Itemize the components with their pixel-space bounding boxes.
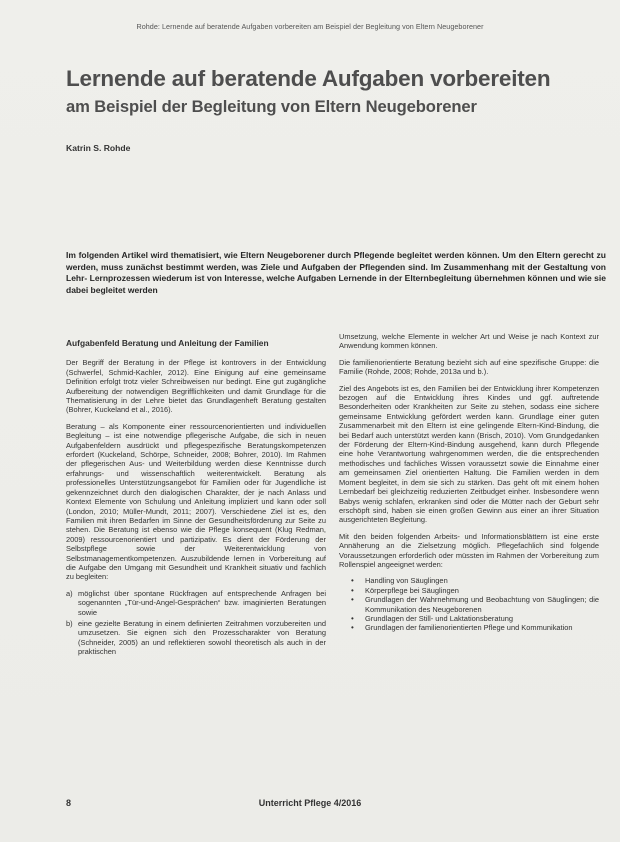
bullet-icon: • [351, 585, 354, 595]
list-item [339, 595, 599, 614]
list-item [339, 623, 599, 632]
list-item [66, 589, 326, 617]
running-head: Rohde: Lernende auf beratende Aufgaben vorbereiten am Beispiel der Begleitung von Eltern Neugeborener [136, 22, 484, 31]
list-item-text: Grundlagen der Wahrnehmung und Beobachtung von Säuglingen; die Kommunikation des Neugeborenen [365, 595, 599, 614]
body-paragraph: Mit den beiden folgenden Arbeits- und Informationsblättern ist eine erste Annäherung an die Zielsetzung möglich. Pflegefachlich sind folgende Voraussetzungen erforderlich oder müssten im Rahmen der Vorbereitung zum Rollenspiel angeeignet werden: [339, 531, 599, 569]
article-subtitle: am Beispiel der Begleitung von Eltern Neugeborener [66, 97, 477, 116]
body-paragraph: Beratung – als Komponente einer ressourcenorientierten und individuellen Begleitung – ist eine notwendige pflegerische Aufgabe, die sich in neuen Aufgabenfeldern ausdrückt und pflegespezifische Beratungskompetenzen erfordert (Kuckeland, Schörpe, Schneider, 2008; Bohrer, 2010). Im Rahmen der pflegerischen Aus- und Weiterbildung werden diese Kenntnisse durch erfahrungs- und wissenschaftlich weiterentwickelt. Beratung als professionelles Unterstützungsangebot für Familien oder für Jugendliche ist gekennzeichnet durch den dialogischen Charakter, der je nach Anlass und Kontext Elemente von Schulung und Anleitung impliziert und kann oder soll (London, 2010; Müller-Mundt, 2011; 2007). Verschiedene Ziel ist es, den Familien mit ihren Bedarfen im Sinne der Gesundheitsförderung zur Seite zu stehen. Die Beratung ist ebenso wie die Pflege konsequent (Klug Redman, 2009) ressourcenorientiert und partizipativ. Es dient der Förderung der Selbstpflege sowie der Weiterentwicklung von Selbstmanagementkompetenzen. Auszubildende lernen in Vorbereitung auf die Aufgabe den Umgang mit Gesundheit und Krankheit situativ und fachlich zu begleiten: [66, 421, 326, 582]
list-item [66, 619, 326, 657]
bullet-icon: • [351, 613, 354, 623]
list-item-text: Handling von Säuglingen [365, 576, 448, 586]
body-paragraph: Ziel des Angebots ist es, den Familien bei der Entwicklung ihrer Kompetenzen bezogen auf die Entwicklung ihres Kindes und ggf. auftretende Besonderheiten oder Krankheiten zur Seite zu stehen, sodass eine sichere gemeinsame Entwicklung gefördert werden kann. Grundlage einer guten Zusammenarbeit mit den Eltern ist eine gelingende Eltern-Kind-Bindung, die bei Bedarf auch unterstützt werden kann (Brisch, 2010). Vom Grundgedanken der Förderung der Eltern-Kind-Bindung ausgehend, kann durch Pflegende eine hohe Verantwortung wahrgenommen werden, die die entsprechenden methodisches und fachliches Wissen voraussetzt sowie die Einnahme einer am gemeinsamen Ziel orientierten Haltung. Die Familien werden in dem Moment begleitet, in dem sie sich zu stärken. Das geht oft mit einem hohen Lernbedarf bei gleichzeitig reduzierten Zeitbudget einher. Insbesondere wenn Babys wenig schlafen, erkranken sind oder die Mütter nach der Geburt sehr erschöpft sind, haben sie einen großen Gewinn aus einer an ihrer Situation ausgerichteten Begleitung. [339, 383, 599, 525]
list-marker: a) [66, 588, 73, 598]
body-paragraph: Der Begriff der Beratung in der Pflege ist kontrovers in der Entwicklung (Schwerfel, Schmid-Kachler, 2012). Eine Einigung auf eine gemeinsame Definition erfolgt trotz vieler Schreibweisen nur bedingt. Eine gut zugängliche Aufbereitung der notwendigen Begrifflichkeiten und damit Grundlage für die Thematisierung in der Lehre bietet das Grundlagenheft Beratung gestalten (Bohrer, Kuckeland et al., 2016). [66, 358, 326, 415]
list-item-text: Körperpflege bei Säuglingen [365, 585, 459, 595]
section-heading: Aufgabenfeld Beratung und Anleitung der Familien [66, 338, 269, 348]
list-marker: b) [66, 618, 73, 628]
list-item-text: Grundlagen der Still- und Laktationsberatung [365, 613, 514, 623]
author-name: Katrin S. Rohde [66, 143, 131, 153]
list-item-text: möglichst über spontane Rückfragen auf entsprechende Anfragen bei sogenannten „Tür-und-Angel-Gesprächen“ bzw. imaginierten Beratungen sowie [78, 588, 326, 617]
list-item [339, 614, 599, 623]
bullet-icon: • [351, 623, 354, 633]
bullet-icon: • [351, 576, 354, 586]
body-paragraph: Umsetzung, welche Elemente in welcher Art und Weise je nach Kontext zur Anwendung kommen können. [339, 332, 599, 351]
right-column [339, 332, 599, 633]
page-number: 8 [66, 798, 72, 808]
lettered-list [66, 589, 326, 657]
list-item-text: eine gezielte Beratung in einem definierten Zeitrahmen vorzubereiten und umzusetzen. Sie eignen sich den Prozesscharakter von Beratung (Schneider, 2005) an und reflektieren sowohl theoretisch als auch in der praktischen [78, 618, 326, 657]
body-paragraph: Die familienorientierte Beratung bezieht sich auf eine spezifische Gruppe: die Familie (Rohde, 2008; Rohde, 2013a und b.). [339, 357, 599, 377]
bullet-list [339, 576, 599, 632]
journal-issue: Unterricht Pflege 4/2016 [258, 798, 362, 808]
bullet-icon: • [351, 595, 354, 605]
left-column [66, 339, 326, 659]
list-item-text: Grundlagen der familienorientierten Pflege und Kommunikation [365, 623, 573, 633]
article-abstract: Im folgenden Artikel wird thematisiert, wie Eltern Neugeborener durch Pflegende begleitet werden können. Um den Eltern gerecht zu werden, muss zunächst bestimmt werden, was Ziele und Aufgaben der Pflegenden sind. Im Zusammenhang mit der Gestaltung von Lehr- Lernprozessen wiederum ist von Interesse, welche Aufgaben Lernende in der Elternbegleitung übernehmen können und wie sie dabei begleitet werden [66, 250, 606, 296]
article-title: Lernende auf beratende Aufgaben vorbereiten [66, 66, 551, 91]
list-item [339, 586, 599, 595]
list-item [339, 576, 599, 585]
